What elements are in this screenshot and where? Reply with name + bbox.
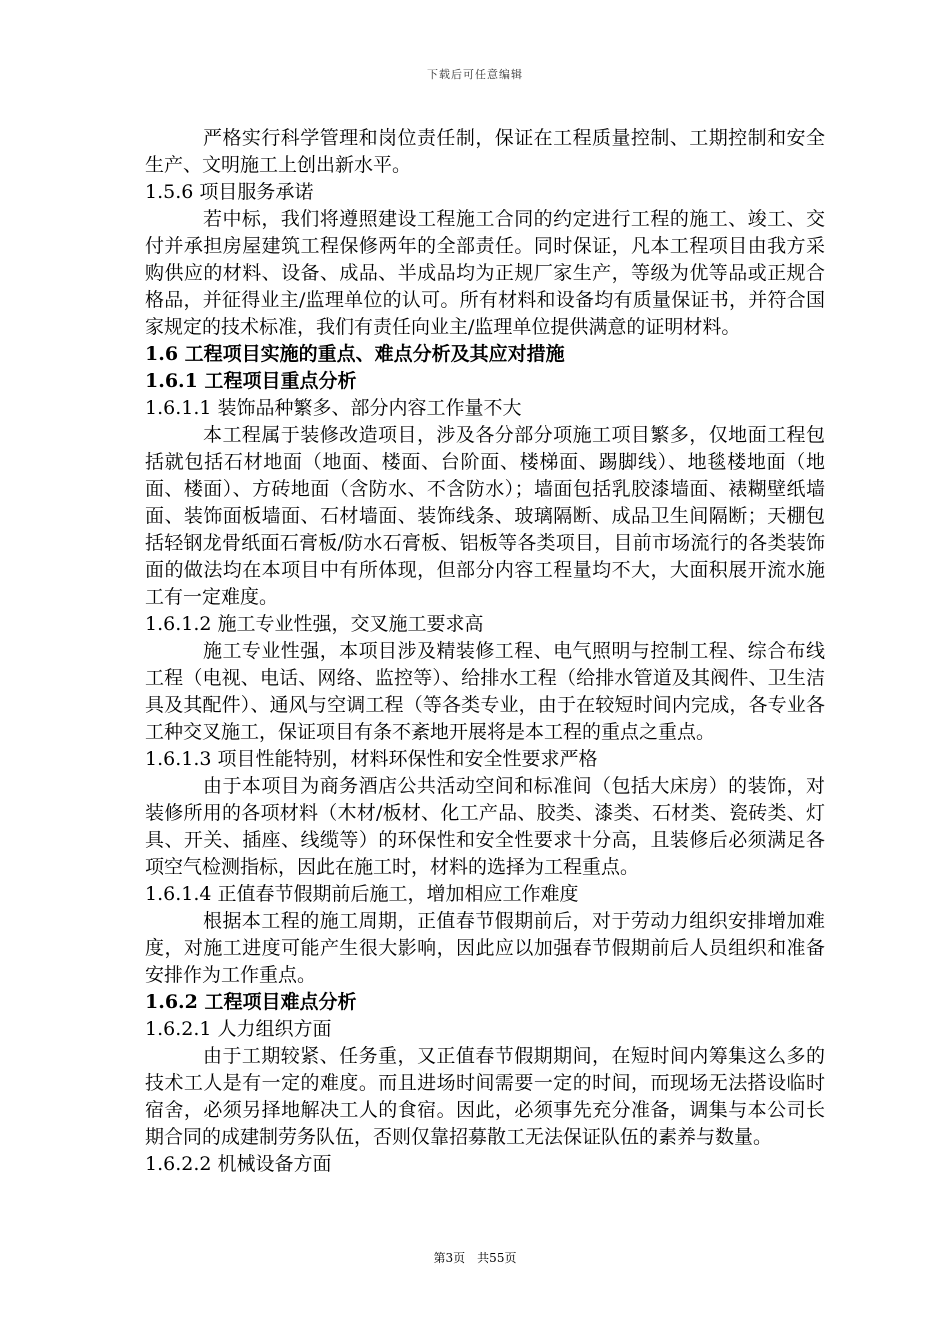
subsection-heading: 1.6.1.4 正值春节假期前后施工，增加相应工作难度 bbox=[145, 883, 579, 905]
paragraph: 若中标，我们将遵照建设工程施工合同的约定进行工程的施工、竣工、交付并承担房屋建筑工程保修两年的全部责任。同时保证，凡本工程项目由我方采购供应的材料、设备、成品、半成品均为正规厂家生产，等级为优等品或正规合格品，并征得业主/监理单位的认可。所有材料和设备均有质量保证书，并符合国家规定的技术标准，我们有责任向业主/监理单位提供满意的证明材料。 bbox=[145, 208, 825, 338]
section-heading: 1.6 工程项目实施的重点、难点分析及其应对措施 bbox=[145, 343, 565, 365]
subsection-heading: 1.6.1.2 施工专业性强，交叉施工要求高 bbox=[145, 613, 484, 635]
paragraph: 施工专业性强，本项目涉及精装修工程、电气照明与控制工程、综合布线工程（电视、电话、网络、监控等）、给排水工程（给排水管道及其阀件、卫生洁具及其配件）、通风与空调工程（等各类专业，由于在较短时间内完成，各专业各工种交叉施工，保证项目有条不紊地开展将是本工程的重点之重点。 bbox=[145, 640, 825, 743]
subsection-heading: 1.6.2.1 人力组织方面 bbox=[145, 1018, 332, 1040]
page-footer: 第3页 共55页 bbox=[433, 1251, 517, 1265]
subsection-heading: 1.6.2.2 机械设备方面 bbox=[145, 1153, 332, 1175]
paragraph: 严格实行科学管理和岗位责任制，保证在工程质量控制、工期控制和安全生产、文明施工上创出新水平。 bbox=[145, 127, 825, 176]
subsection-heading: 1.6.1.3 项目性能特别，材料环保性和安全性要求严格 bbox=[145, 748, 598, 770]
paragraph: 由于工期较紧、任务重，又正值春节假期期间，在短时间内筹集这么多的技术工人是有一定的难度。而且进场时间需要一定的时间，而现场无法搭设临时宿舍，必须另择地解决工人的食宿。因此，必须事先充分准备，调集与本公司长期合同的成建制劳务队伍，否则仅靠招募散工无法保证队伍的素养与数量。 bbox=[145, 1045, 825, 1148]
paragraph: 根据本工程的施工周期，正值春节假期前后，对于劳动力组织安排增加难度，对施工进度可能产生很大影响，因此应以加强春节假期前后人员组织和准备安排作为工作重点。 bbox=[145, 910, 825, 986]
section-heading: 1.6.1 工程项目重点分析 bbox=[145, 370, 357, 392]
page-header: 下载后可任意编辑 bbox=[427, 68, 523, 81]
subsection-heading: 1.5.6 项目服务承诺 bbox=[145, 181, 314, 203]
paragraph: 由于本项目为商务酒店公共活动空间和标准间（包括大床房）的装饰，对装修所用的各项材料（木材/板材、化工产品、胶类、漆类、石材类、瓷砖类、灯具、开关、插座、线缆等）的环保性和安全性要求十分高，且装修后必须满足各项空气检测指标，因此在施工时，材料的选择为工程重点。 bbox=[145, 775, 825, 878]
paragraph: 本工程属于装修改造项目，涉及各分部分项施工项目繁多，仅地面工程包括就包括石材地面（地面、楼面、台阶面、楼梯面、踢脚线）、地毯楼地面（地面、楼面）、方砖地面（含防水、不含防水）；墙面包括乳胶漆墙面、裱糊壁纸墙面、装饰面板墙面、石材墙面、装饰线条、玻璃隔断、成品卫生间隔断；天棚包括轻钢龙骨纸面石膏板/防水石膏板、铝板等各类项目，目前市场流行的各类装饰面的做法均在本项目中有所体现，但部分内容工程量均不大，大面积展开流水施工有一定难度。 bbox=[145, 424, 825, 608]
subsection-heading: 1.6.1.1 装饰品种繁多、部分内容工作量不大 bbox=[145, 397, 522, 419]
section-heading: 1.6.2 工程项目难点分析 bbox=[145, 991, 357, 1013]
document-body bbox=[145, 125, 825, 1178]
